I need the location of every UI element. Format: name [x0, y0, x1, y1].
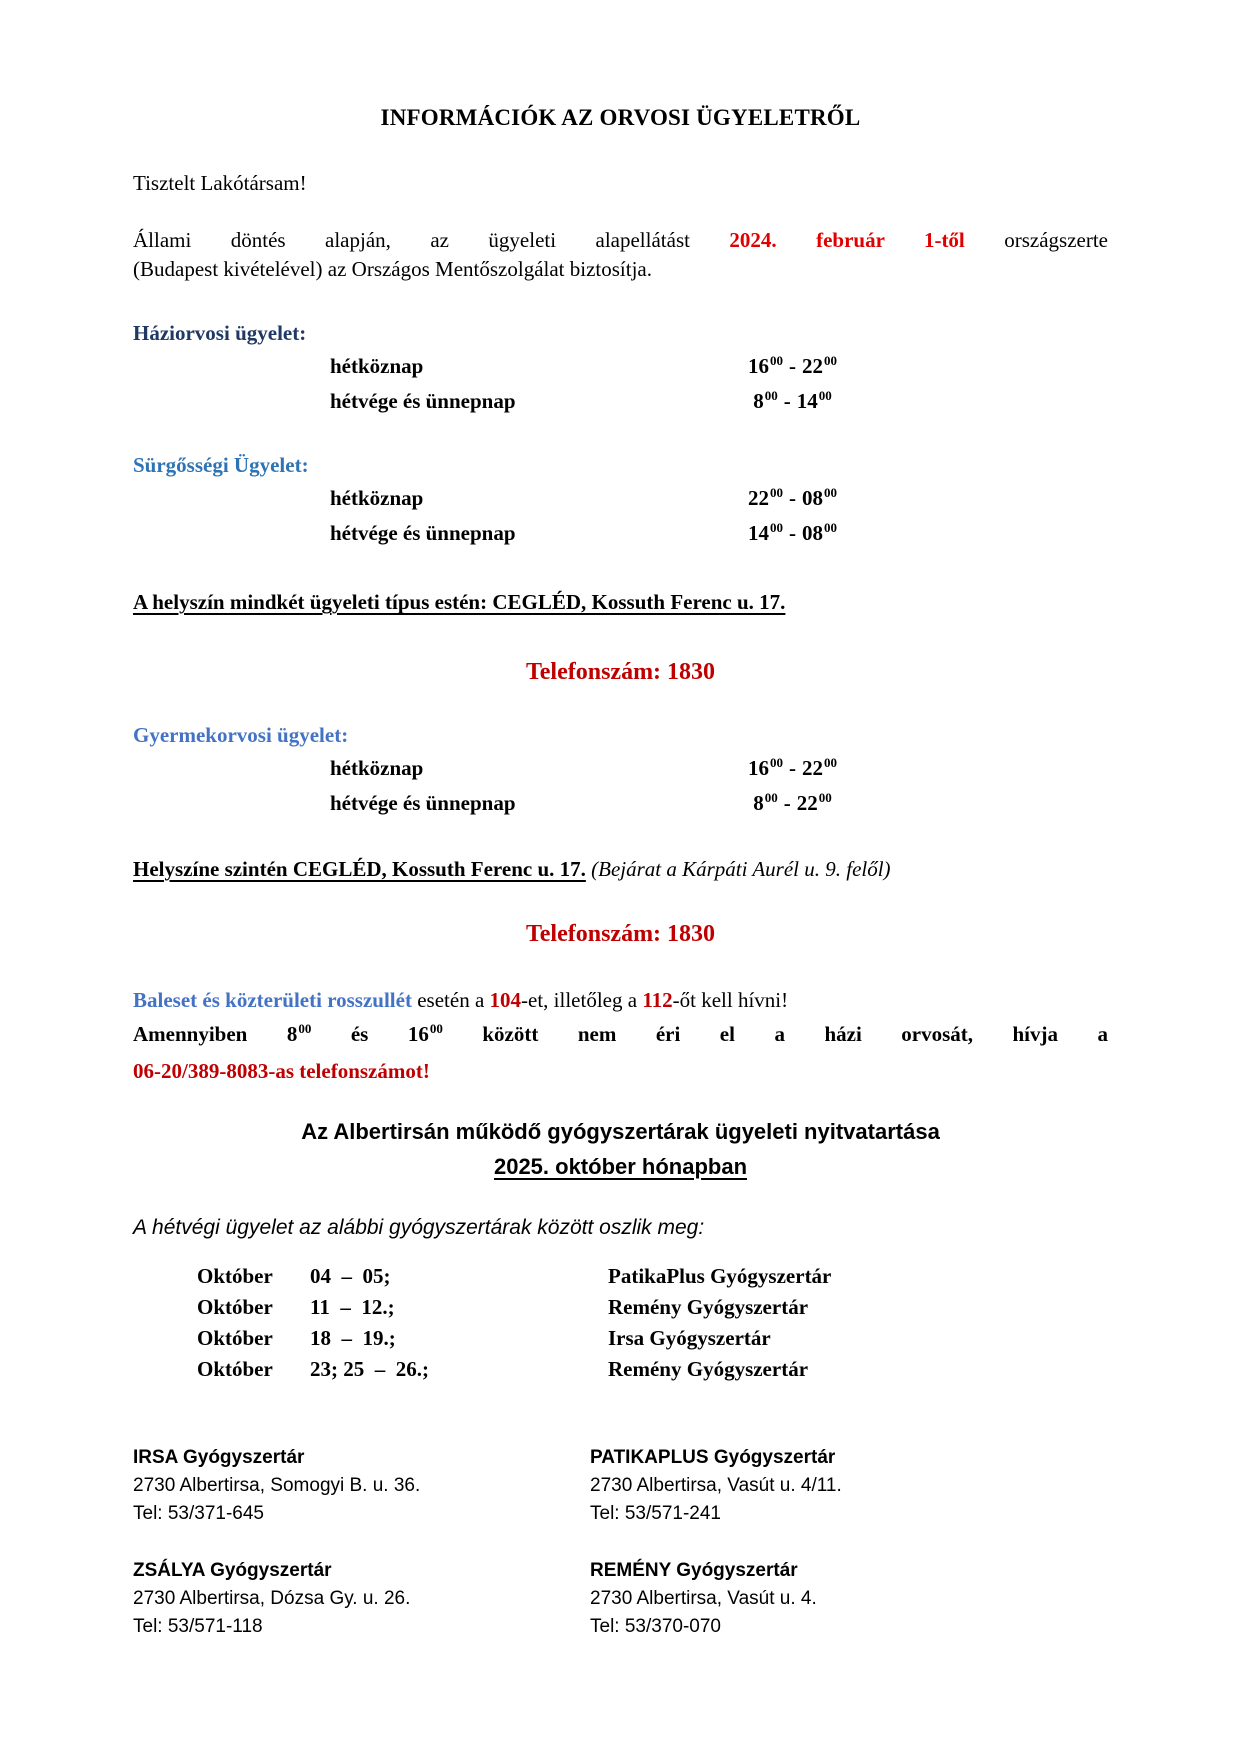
- emergency-word: Amennyiben: [133, 1022, 248, 1046]
- pharmacy-tel: Tel: 53/370-070: [590, 1616, 721, 1637]
- intro-text-before: Állami döntés alapján, az ügyeleti alapellátást: [133, 228, 690, 252]
- intro-line-1: [133, 226, 1108, 255]
- schedule-pharmacy: Irsa Gyógyszertár: [608, 1326, 771, 1350]
- time-dash: -: [783, 389, 791, 413]
- duty-time: [680, 517, 905, 552]
- time-dash: -: [783, 791, 791, 815]
- time-dash: -: [789, 486, 796, 510]
- pharmacy-address: 2730 Albertirsa, Vasút u. 4.: [590, 1588, 817, 1609]
- pharmacy-tel: Tel: 53/371-645: [133, 1503, 264, 1524]
- schedule-pharmacy: PatikaPlus Gyógyszertár: [608, 1264, 832, 1288]
- duty-time: [680, 752, 905, 787]
- page-title: INFORMÁCIÓK AZ ORVOSI ÜGYELETRŐL: [380, 105, 861, 130]
- time-end-sup: 00: [824, 485, 837, 500]
- pharmacy-card-irsa: [133, 1444, 590, 1528]
- pharmacy-tel: Tel: 53/571-118: [133, 1616, 263, 1637]
- emergency-blue-text: Baleset és közterületi rosszullét: [133, 988, 412, 1012]
- duty-rows-gyermekorvosi: [133, 752, 1108, 822]
- time-end: 14: [796, 389, 818, 413]
- location-line-children: [133, 855, 1108, 884]
- duty-rows-surgossegi: [133, 482, 1108, 552]
- duty-label: hétköznap: [330, 354, 424, 378]
- duty-rows-haziorvosi: [133, 350, 1108, 420]
- time-end-sup: 00: [824, 353, 837, 368]
- time-start-sup: 00: [764, 790, 778, 805]
- emergency-time-2: [408, 1022, 443, 1046]
- time-end: 16: [407, 1022, 429, 1046]
- schedule-dates: 04 – 05;: [310, 1264, 391, 1288]
- time-end-sup: 00: [824, 755, 837, 770]
- intro-text-after: országszerte: [1004, 228, 1108, 252]
- pharmacy-name: ZSÁLYA Gyógyszertár: [133, 1560, 332, 1581]
- time-start: 16: [748, 354, 769, 378]
- pharmacy-name: IRSA Gyógyszertár: [133, 1447, 305, 1468]
- schedule-row: [133, 1323, 1108, 1354]
- duty-row: [133, 350, 1108, 385]
- time-start-sup: 00: [770, 353, 783, 368]
- location-line-both: [133, 588, 1108, 617]
- emergency-number-104: 104: [489, 988, 522, 1012]
- time-end: 22: [802, 756, 823, 780]
- pharmacy-heading-underlined: 2025. október hónapban: [493, 1154, 748, 1179]
- emergency-seg-3: -et, illetőleg a: [521, 988, 643, 1012]
- phone-line-2: Telefonszám: 1830: [525, 921, 716, 947]
- duty-row: [133, 517, 1108, 552]
- time-end-sup: 00: [824, 520, 837, 535]
- pharmacy-address: 2730 Albertirsa, Dózsa Gy. u. 26.: [133, 1588, 411, 1609]
- time-end: 22: [802, 354, 823, 378]
- time-start: 22: [748, 486, 769, 510]
- location-children-text: Helyszíne szintén CEGLÉD, Kossuth Ferenc u. 17.: [133, 857, 586, 881]
- time-start-sup: 00: [764, 388, 778, 403]
- time-start: 8: [753, 791, 764, 815]
- pharmacy-heading-line-2: [133, 1149, 1108, 1184]
- time-start-sup: 00: [298, 1021, 312, 1036]
- pharmacy-card-patikaplus: [590, 1444, 1108, 1528]
- time-end-sup: 00: [818, 388, 832, 403]
- schedule-row: [133, 1261, 1108, 1292]
- schedule-dates: 11 – 12.;: [310, 1295, 395, 1319]
- emergency-block: [133, 983, 1108, 1088]
- time-start: 16: [748, 756, 769, 780]
- schedule-month: Október: [197, 1295, 273, 1319]
- time-dash: -: [789, 521, 796, 545]
- duty-label: hétvége és ünnepnap: [330, 389, 516, 413]
- location-children-note: (Bejárat a Kárpáti Aurél u. 9. felől): [585, 857, 891, 881]
- time-dash: -: [789, 756, 796, 780]
- pharmacy-schedule: [133, 1261, 1108, 1385]
- pharmacy-card-zsalya: [133, 1557, 590, 1641]
- duty-row: [133, 752, 1108, 787]
- emergency-line-1: [133, 983, 1108, 1017]
- emergency-number-112: 112: [642, 988, 673, 1012]
- time-start: 14: [748, 521, 769, 545]
- date-highlight: 2024. február 1-től: [729, 228, 965, 252]
- schedule-month: Október: [197, 1264, 273, 1288]
- time-end-sup: 00: [429, 1021, 443, 1036]
- time-start-sup: 00: [770, 520, 783, 535]
- location-both-text: A helyszín mindkét ügyeleti típus estén: CEGLÉD, Kossuth Ferenc u. 17.: [133, 590, 786, 614]
- phone-line-1: Telefonszám: 1830: [525, 659, 716, 685]
- duty-time: [680, 385, 905, 420]
- time-end-sup: 00: [818, 790, 832, 805]
- time-dash: -: [789, 354, 796, 378]
- emergency-seg-4: -őt kell hívni!: [672, 988, 789, 1012]
- duty-time: [680, 787, 905, 822]
- duty-label: hétvége és ünnepnap: [330, 521, 516, 545]
- time-end: 08: [802, 486, 823, 510]
- time-end: 22: [796, 791, 818, 815]
- pharmacy-name: REMÉNY Gyógyszertár: [590, 1560, 798, 1581]
- time-start-sup: 00: [770, 485, 783, 500]
- pharmacy-card-remeny: [590, 1557, 1108, 1641]
- duty-time: [680, 482, 905, 517]
- duty-label: hétvége és ünnepnap: [330, 791, 516, 815]
- schedule-pharmacy: Remény Gyógyszertár: [608, 1295, 809, 1319]
- pharmacy-tel: Tel: 53/571-241: [590, 1503, 721, 1524]
- duty-row: [133, 385, 1108, 420]
- schedule-pharmacy: Remény Gyógyszertár: [608, 1357, 809, 1381]
- emergency-seg-2: esetén a: [411, 988, 490, 1012]
- schedule-dates: 18 – 19.;: [310, 1326, 396, 1350]
- section-heading-surgossegi: Sürgősségi Ügyelet:: [133, 453, 309, 477]
- section-heading-haziorvosi: Háziorvosi ügyelet:: [133, 321, 307, 345]
- pharmacy-heading-line-1: Az Albertirsán működő gyógyszertárak ügyeleti nyitvatartása: [301, 1119, 940, 1144]
- pharmacy-intro: A hétvégi ügyelet az alábbi gyógyszertárak között oszlik meg:: [133, 1216, 705, 1239]
- time-end: 08: [802, 521, 823, 545]
- emergency-word: és: [350, 1022, 369, 1046]
- duty-row: [133, 787, 1108, 822]
- emergency-phone-number: 06-20/389-8083-as telefonszámot!: [133, 1059, 430, 1083]
- schedule-month: Október: [197, 1326, 273, 1350]
- section-heading-gyermekorvosi: Gyermekorvosi ügyelet:: [133, 723, 349, 747]
- time-start: 8: [753, 389, 764, 413]
- emergency-line-2: [133, 1017, 1108, 1054]
- duty-row: [133, 482, 1108, 517]
- duty-label: hétköznap: [330, 756, 424, 780]
- pharmacy-address: 2730 Albertirsa, Somogyi B. u. 36.: [133, 1475, 421, 1496]
- duty-time: [680, 350, 905, 385]
- pharmacy-contacts: [133, 1444, 1108, 1641]
- schedule-row: [133, 1354, 1108, 1385]
- pharmacy-section: [133, 1114, 1108, 1242]
- intro-line-2: (Budapest kivételével) az Országos Mentőszolgálat biztosítja.: [133, 257, 653, 281]
- schedule-row: [133, 1292, 1108, 1323]
- schedule-dates: 23; 25 – 26.;: [310, 1357, 429, 1381]
- schedule-month: Október: [197, 1357, 273, 1381]
- pharmacy-name: PATIKAPLUS Gyógyszertár: [590, 1447, 836, 1468]
- time-start-sup: 00: [770, 755, 783, 770]
- pharmacy-address: 2730 Albertirsa, Vasút u. 4/11.: [590, 1475, 842, 1496]
- greeting: Tisztelt Lakótársam!: [133, 171, 307, 195]
- emergency-rest: között nem éri el a házi orvosát, hívja a: [482, 1022, 1109, 1046]
- duty-label: hétköznap: [330, 486, 424, 510]
- time-start: 8: [286, 1022, 298, 1046]
- emergency-time-1: [287, 1022, 312, 1046]
